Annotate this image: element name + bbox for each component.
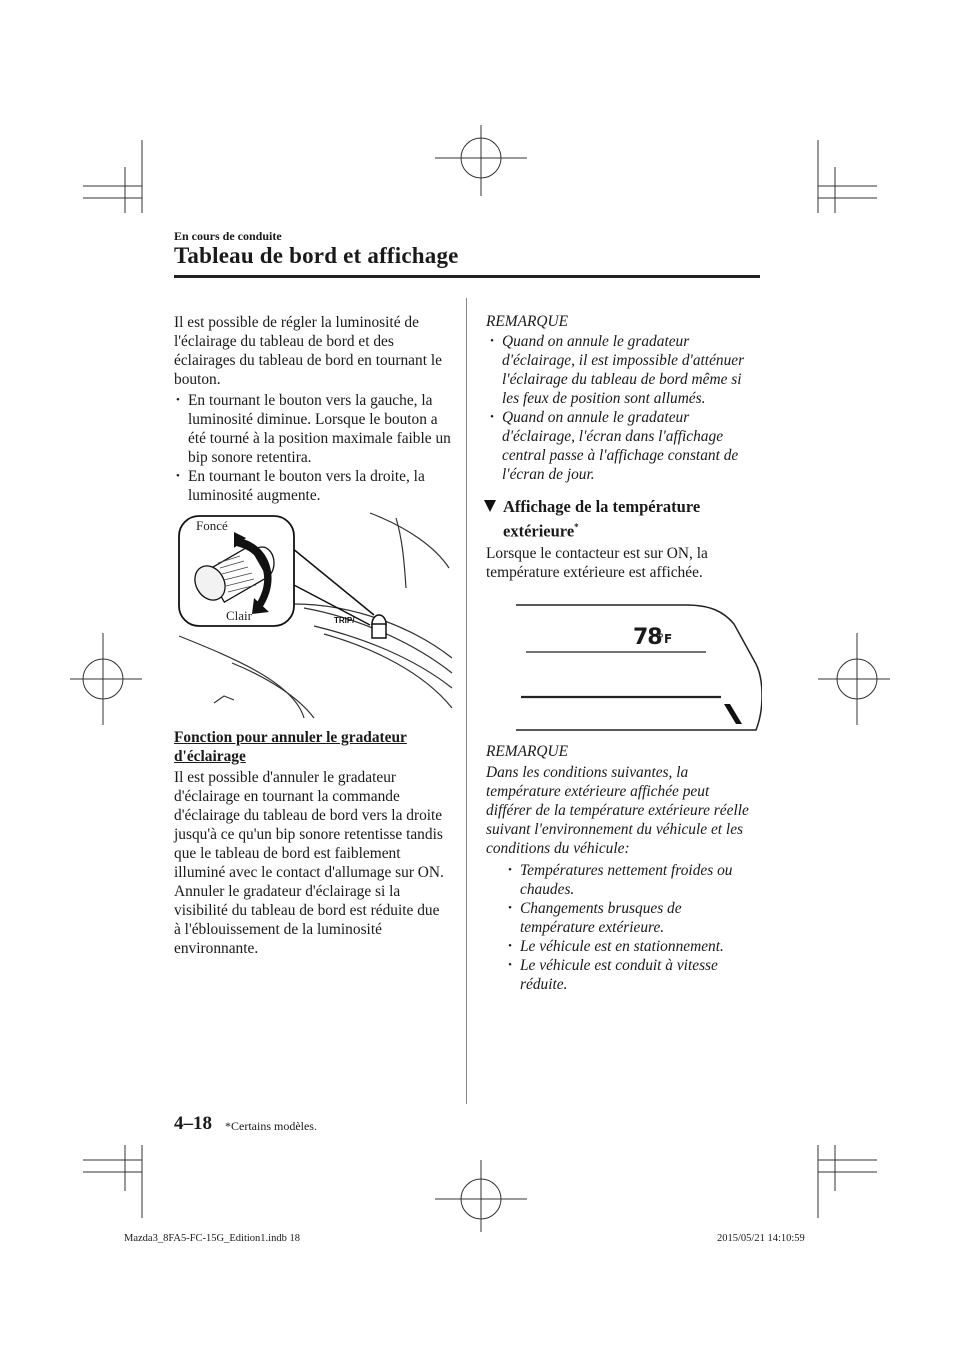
subheading-cancel-dimmer: Fonction pour annuler le gradateur d'éclairage: [174, 729, 407, 765]
dimmer-knob-illustration: [174, 508, 454, 720]
remark-text: Dans les conditions suivantes, la température extérieure affichée peut différer de la température extérieure réelle suivant l'environnement du véhicule et les conditions du véhicule:: [486, 764, 749, 857]
condition-list: [506, 861, 756, 994]
condition-item: • Le véhicule est conduit à vitesse réduite.: [506, 956, 756, 994]
registration-target-top: [435, 125, 527, 196]
condition-item: • Le véhicule est en stationnement.: [506, 937, 756, 956]
cancel-dimmer-paragraph: Il est possible d'annuler le gradateur d'éclairage en tournant la commande d'éclairage du tableau de bord vers la droite jusqu'à ce qu'un bip sonore retentisse tandis que le tableau de bord est faiblement illuminé avec le contact d'allumage sur ON. Annuler le gradateur d'éclairage si la visibilité du tableau de bord est réduite due à l'éblouissement de la luminosité environnante.: [174, 769, 444, 957]
page-number: 4–18: [174, 1113, 212, 1134]
footnote: *Certains modèles.: [225, 1119, 317, 1133]
footnote-mark: *: [574, 522, 579, 532]
column-divider: [466, 298, 467, 1104]
title-rule: [174, 275, 760, 278]
registration-target-bottom: [435, 1160, 527, 1232]
label-dark: Foncé: [196, 518, 228, 533]
condition-item: • Changements brusques de température extérieure.: [506, 899, 756, 937]
registration-target-left: [70, 633, 142, 725]
label-light: Clair: [226, 608, 252, 623]
remark-list: [488, 332, 762, 484]
temperature-value: 78: [633, 625, 662, 650]
page-title: Tableau de bord et affichage: [174, 243, 459, 268]
temperature-unit: °F: [658, 632, 673, 646]
dimmer-knob-figure: [174, 508, 454, 720]
remark-heading: REMARQUE: [486, 743, 569, 760]
temperature-display-figure: [506, 604, 762, 732]
display-outline: [506, 604, 762, 732]
print-date: 2015/05/21 14:10:59: [717, 1233, 805, 1244]
remark-heading: REMARQUE: [486, 313, 569, 330]
registration-target-right: [818, 633, 890, 725]
dimmer-switch: [372, 615, 386, 638]
triangle-bullet-icon: [484, 500, 496, 512]
remark-item: • Quand on annule le gradateur d'éclairage, il est impossible d'atténuer l'éclairage du tableau de bord même si les feux de position sont allumés.: [488, 332, 762, 408]
print-file-info: Mazda3_8FA5-FC-15G_Edition1.indb 18: [124, 1233, 300, 1244]
temperature-intro: Lorsque le contacteur est sur ON, la température extérieure est affichée.: [486, 545, 708, 581]
bullet-item: • En tournant le bouton vers la gauche, la luminosité diminue. Lorsque le bouton a été tourné à la position maximale faible un bip sonore retentira.: [174, 391, 452, 467]
trip-button-text: TRIP/: [334, 616, 355, 625]
bullet-item: • En tournant le bouton vers la droite, la luminosité augmente.: [174, 467, 452, 505]
brightness-bullet-list: [174, 391, 452, 505]
heading-text: Affichage de la température extérieure: [503, 497, 701, 541]
intro-paragraph: Il est possible de régler la luminosité de l'éclairage du tableau de bord et des éclairages du tableau de bord en tournant le bouton.: [174, 314, 442, 388]
remark-item: • Quand on annule le gradateur d'éclairage, l'écran dans l'affichage central passe à l'affichage constant de l'écran de jour.: [488, 408, 762, 484]
section-label: En cours de conduite: [174, 229, 282, 243]
condition-item: • Températures nettement froides ou chaudes.: [506, 861, 756, 899]
